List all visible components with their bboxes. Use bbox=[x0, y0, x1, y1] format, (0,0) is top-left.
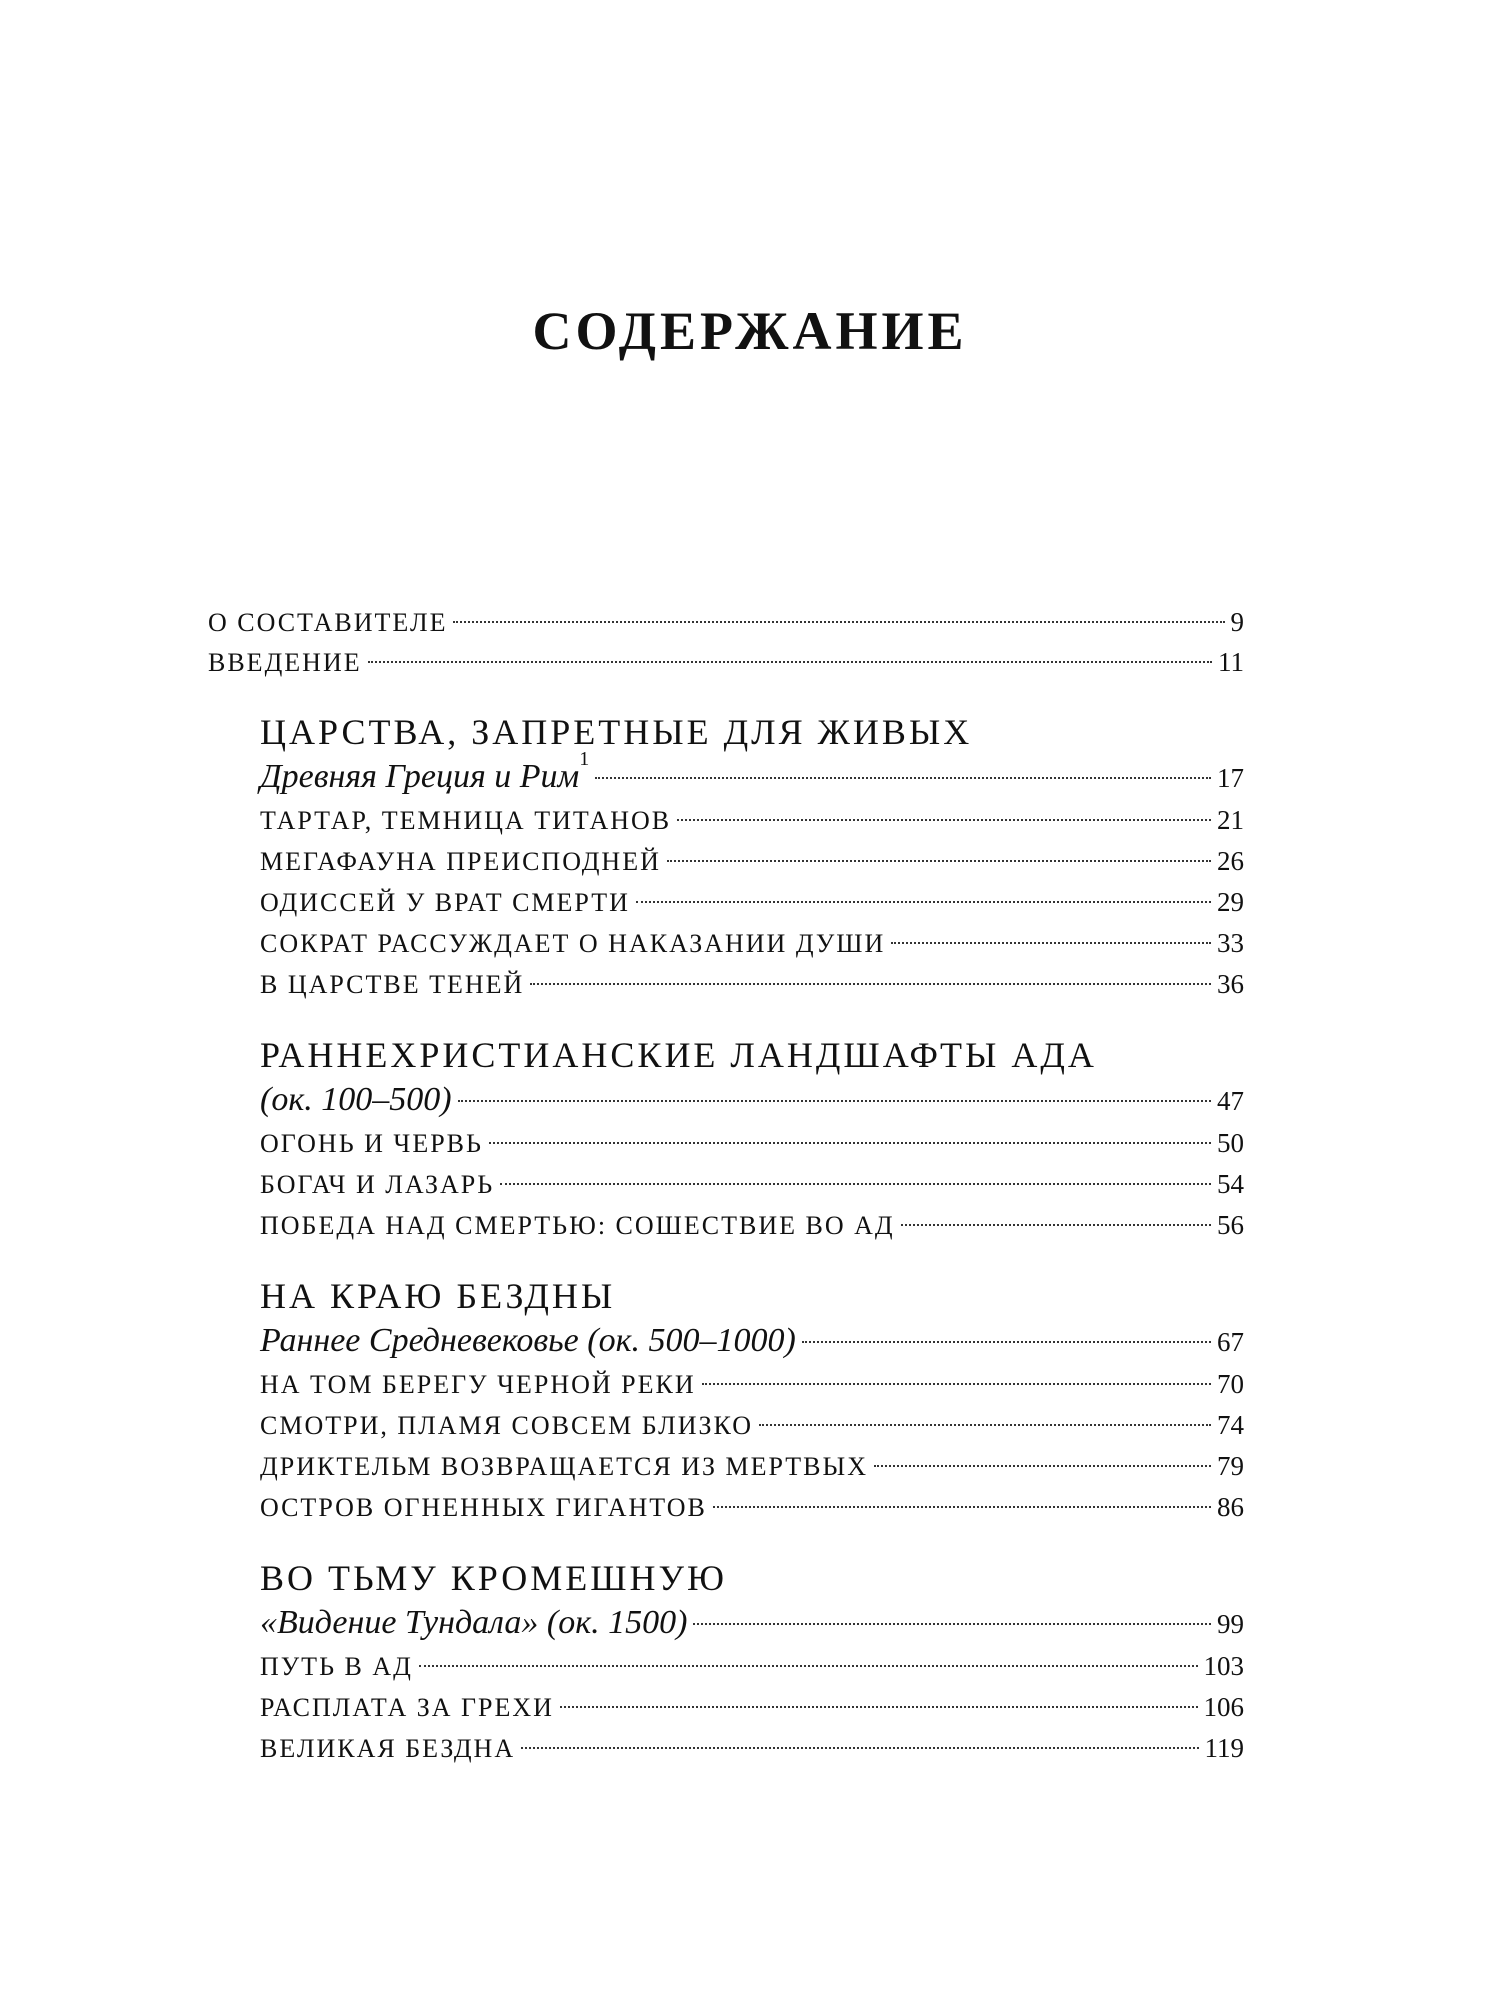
dot-leader bbox=[521, 1747, 1198, 1749]
toc-entry-page: 119 bbox=[1204, 1733, 1244, 1763]
section-subtitle: «Видение Тундала» (ок. 1500) bbox=[260, 1604, 688, 1641]
toc-entry[interactable] bbox=[260, 1687, 1244, 1728]
section-subtitle-text: Древняя Греция и Рим bbox=[260, 758, 580, 795]
toc-entry-page: 50 bbox=[1217, 1128, 1244, 1158]
toc-entry-page: 106 bbox=[1203, 1692, 1244, 1722]
toc-entry-page: 54 bbox=[1217, 1169, 1244, 1199]
dot-leader bbox=[802, 1341, 1211, 1343]
dot-leader bbox=[693, 1623, 1211, 1625]
section-page: 67 bbox=[1217, 1327, 1244, 1357]
toc-entry-label: ОГОНЬ И ЧЕРВЬ bbox=[260, 1129, 483, 1158]
section-title: ВО ТЬМУ КРОМЕШНУЮ bbox=[260, 1558, 728, 1598]
dot-leader bbox=[500, 1183, 1211, 1185]
toc-entry-page: 11 bbox=[1218, 647, 1244, 677]
section-page: 99 bbox=[1217, 1609, 1244, 1639]
dot-leader bbox=[530, 983, 1211, 985]
toc-entry[interactable] bbox=[260, 841, 1244, 882]
toc-entry-label: ВВЕДЕНИЕ bbox=[208, 648, 362, 677]
toc-entry-page: 103 bbox=[1203, 1651, 1244, 1681]
toc-entry-label: РАСПЛАТА ЗА ГРЕХИ bbox=[260, 1693, 554, 1722]
toc-entry[interactable] bbox=[260, 1646, 1244, 1687]
toc-entry-label: НА ТОМ БЕРЕГУ ЧЕРНОЙ РЕКИ bbox=[260, 1370, 696, 1399]
toc-entry-page: 36 bbox=[1217, 969, 1244, 999]
dot-leader bbox=[595, 777, 1211, 779]
toc-entry-label: ОДИССЕЙ У ВРАТ СМЕРТИ bbox=[260, 888, 630, 917]
toc-entry-label: ОСТРОВ ОГНЕННЫХ ГИГАНТОВ bbox=[260, 1493, 707, 1522]
toc-entry-page: 29 bbox=[1217, 887, 1244, 917]
dot-leader bbox=[453, 621, 1224, 623]
dot-leader bbox=[702, 1383, 1211, 1385]
toc-entry-page: 86 bbox=[1217, 1492, 1244, 1522]
toc-entry[interactable] bbox=[208, 602, 1244, 642]
toc-entry[interactable] bbox=[260, 964, 1244, 1005]
dot-leader bbox=[759, 1424, 1211, 1426]
toc-entry-page: 56 bbox=[1217, 1210, 1244, 1240]
section-subtitle-entry[interactable] bbox=[260, 1600, 1244, 1646]
toc-entry[interactable] bbox=[208, 642, 1244, 682]
dot-leader bbox=[677, 819, 1211, 821]
section-subtitle-entry[interactable] bbox=[260, 748, 1244, 800]
page-title: СОДЕРЖАНИЕ bbox=[532, 301, 968, 361]
toc-entry-label: ПУТЬ В АД bbox=[260, 1652, 413, 1681]
section-subtitle-entry[interactable] bbox=[260, 1077, 1244, 1123]
toc-entry-label: О СОСТАВИТЕЛЕ bbox=[208, 608, 448, 637]
section-page: 47 bbox=[1217, 1086, 1244, 1116]
toc-section bbox=[260, 1033, 1244, 1246]
dot-leader bbox=[874, 1465, 1211, 1467]
dot-leader bbox=[667, 860, 1211, 862]
dot-leader bbox=[419, 1665, 1198, 1667]
toc-entry-label: ВЕЛИКАЯ БЕЗДНА bbox=[260, 1734, 516, 1763]
section-title: НА КРАЮ БЕЗДНЫ bbox=[260, 1276, 616, 1316]
toc-entry-page: 21 bbox=[1217, 805, 1244, 835]
section-page: 17 bbox=[1217, 763, 1244, 793]
toc-entry[interactable] bbox=[260, 1487, 1244, 1528]
dot-leader bbox=[713, 1506, 1211, 1508]
dot-leader bbox=[891, 942, 1211, 944]
toc-entry-label: ТАРТАР, ТЕМНИЦА ТИТАНОВ bbox=[260, 806, 672, 835]
footnote-marker[interactable]: 1 bbox=[579, 748, 590, 770]
toc-entry-label: СМОТРИ, ПЛАМЯ СОВСЕМ БЛИЗКО bbox=[260, 1411, 753, 1440]
dot-leader bbox=[458, 1100, 1211, 1102]
toc-entry-label: ПОБЕДА НАД СМЕРТЬЮ: СОШЕСТВИЕ ВО АД bbox=[260, 1211, 895, 1240]
toc-section bbox=[260, 1556, 1244, 1769]
toc-section bbox=[260, 710, 1244, 1005]
dot-leader bbox=[560, 1706, 1198, 1708]
toc-entry[interactable] bbox=[260, 1728, 1244, 1769]
toc-entry[interactable] bbox=[260, 1446, 1244, 1487]
section-title: ЦАРСТВА, ЗАПРЕТНЫЕ ДЛЯ ЖИВЫХ bbox=[260, 712, 973, 752]
toc-entry-page: 74 bbox=[1217, 1410, 1244, 1440]
dot-leader bbox=[636, 901, 1211, 903]
section-subtitle: (ок. 100–500) bbox=[260, 1081, 452, 1118]
table-of-contents bbox=[208, 602, 1244, 1769]
section-title: РАННЕХРИСТИАНСКИЕ ЛАНДШАФТЫ АДА bbox=[260, 1035, 1097, 1075]
toc-entry[interactable] bbox=[260, 1205, 1244, 1246]
toc-entry[interactable] bbox=[260, 1364, 1244, 1405]
toc-entry-page: 70 bbox=[1217, 1369, 1244, 1399]
toc-entry-page: 79 bbox=[1217, 1451, 1244, 1481]
toc-entry[interactable] bbox=[260, 1164, 1244, 1205]
toc-entry-label: ДРИКТЕЛЬМ ВОЗВРАЩАЕТСЯ ИЗ МЕРТВЫХ bbox=[260, 1452, 868, 1481]
toc-entry-label: В ЦАРСТВЕ ТЕНЕЙ bbox=[260, 970, 525, 999]
toc-entry[interactable] bbox=[260, 1123, 1244, 1164]
section-subtitle-entry[interactable] bbox=[260, 1318, 1244, 1364]
toc-entry[interactable] bbox=[260, 923, 1244, 964]
dot-leader bbox=[489, 1142, 1211, 1144]
toc-entry-page: 26 bbox=[1217, 846, 1244, 876]
toc-entry[interactable] bbox=[260, 1405, 1244, 1446]
toc-entry-page: 9 bbox=[1230, 607, 1244, 637]
toc-entry-page: 33 bbox=[1217, 928, 1244, 958]
dot-leader bbox=[368, 661, 1212, 663]
toc-entry-label: БОГАЧ И ЛАЗАРЬ bbox=[260, 1170, 495, 1199]
section-subtitle: Раннее Средневековье (ок. 500–1000) bbox=[260, 1322, 796, 1359]
toc-section bbox=[260, 1274, 1244, 1528]
toc-entry-label: МЕГАФАУНА ПРЕИСПОДНЕЙ bbox=[260, 847, 661, 876]
section-subtitle bbox=[260, 748, 590, 800]
toc-entry[interactable] bbox=[260, 800, 1244, 841]
dot-leader bbox=[901, 1224, 1211, 1226]
toc-entry[interactable] bbox=[260, 882, 1244, 923]
toc-entry-label: СОКРАТ РАССУЖДАЕТ О НАКАЗАНИИ ДУШИ bbox=[260, 929, 886, 958]
